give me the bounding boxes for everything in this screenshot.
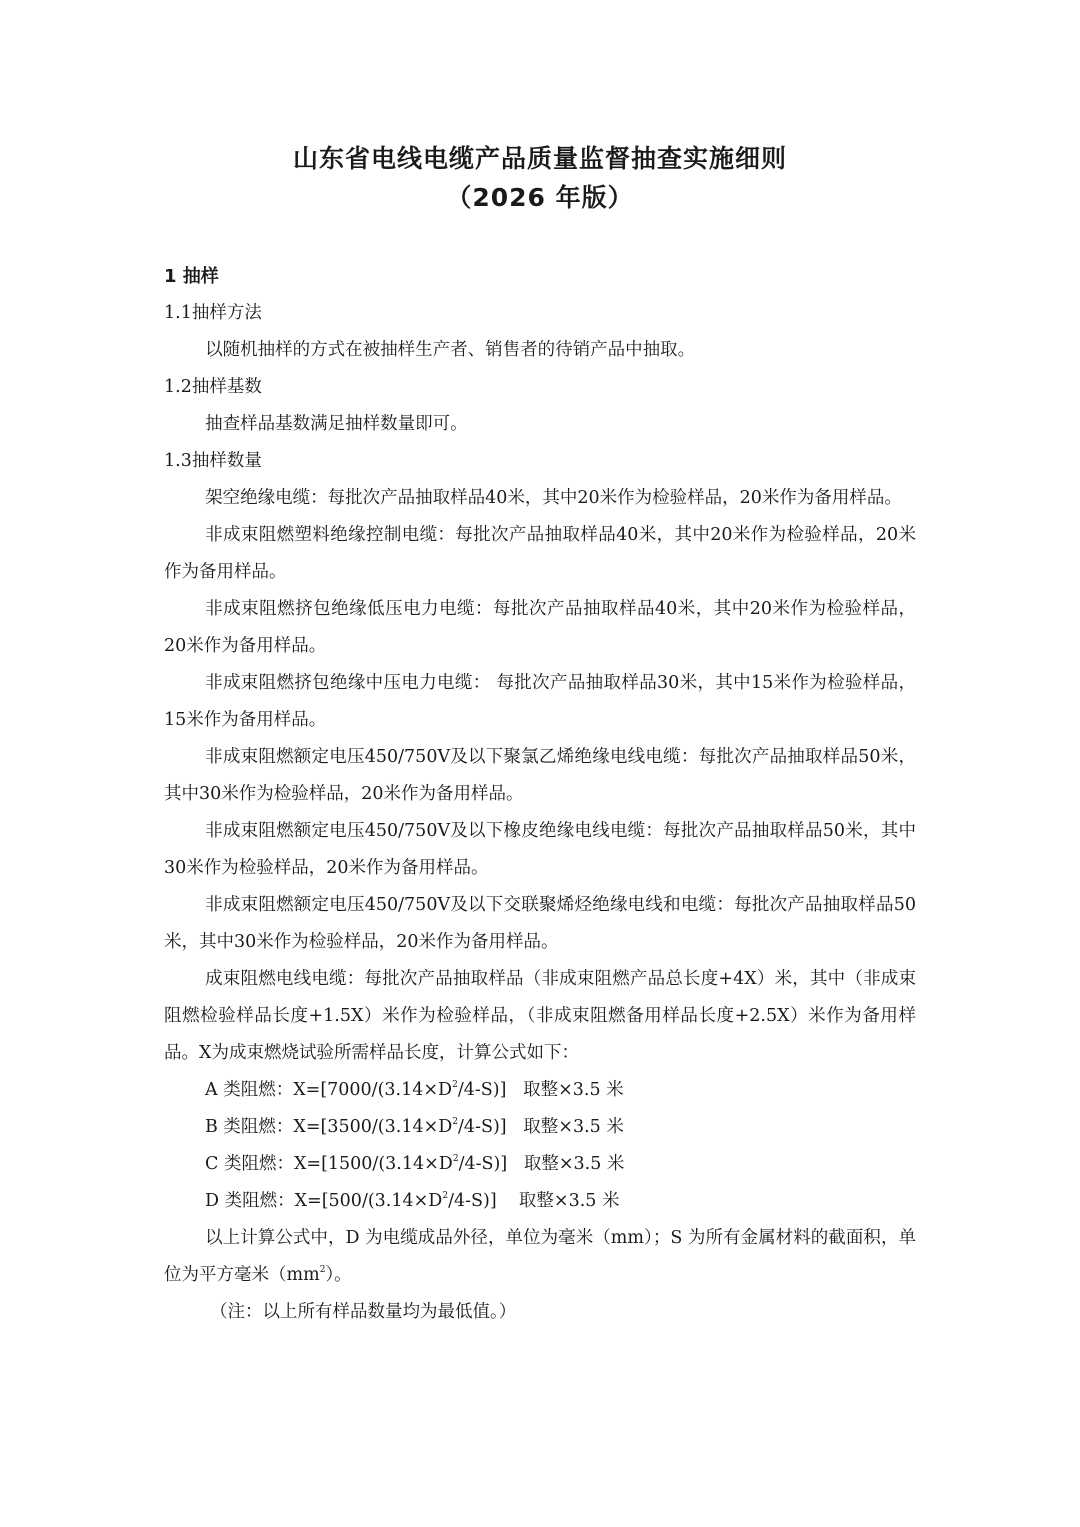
explanation-end: ）。: [325, 1265, 352, 1285]
section-1-1-heading: 1.1抽样方法: [164, 303, 262, 323]
paragraph-low-voltage-cable: 非成束阻燃挤包绝缘低压电力电缆：每批次产品抽取样品40米，其中20米作为检验样品，20米作为备用样品。: [164, 599, 916, 656]
paragraph-control-cable: 非成束阻燃塑料绝缘控制电缆：每批次产品抽取样品40米，其中20米作为检验样品，20米作为备用样品。: [164, 525, 916, 582]
minimum-quantity-note: （注：以上所有样品数量均为最低值。）: [210, 1302, 517, 1322]
formula-class-a: [164, 1072, 916, 1109]
formula-prefix: D 类阻燃：X=[500/(3.14×D: [205, 1191, 443, 1211]
section-1-2-heading: 1.2抽样基数: [164, 377, 262, 397]
section-1-3-heading: 1.3抽样数量: [164, 451, 262, 471]
formula-suffix: /4-S)] 取整×3.5 米: [458, 1154, 625, 1174]
paragraph-bunched-flame-retardant: 成束阻燃电线电缆：每批次产品抽取样品（非成束阻燃产品总长度+4X）米，其中（非成束阻燃检验样品长度+1.5X）米作为检验样品，（非成束阻燃备用样品长度+2.5X）米作为备用样品。X为成束燃烧试验所需样品长度，计算公式如下：: [164, 969, 916, 1063]
formula-class-c: [164, 1146, 916, 1183]
formula-class-b: [164, 1109, 916, 1146]
formula-class-d: [164, 1183, 916, 1220]
formula-superscript: 2: [452, 1080, 458, 1091]
document-edition: （2026 年版）: [446, 183, 634, 212]
formula-superscript: 2: [452, 1154, 459, 1165]
document-title: 山东省电线电缆产品质量监督抽查实施细则: [292, 144, 787, 173]
explanation-text: 以上计算公式中，D 为电缆成品外径，单位为毫米（mm）；S 为所有金属材料的截面积，单位为平方毫米（mm: [164, 1228, 916, 1285]
formula-suffix: /4-S)] 取整×3.5 米: [448, 1191, 620, 1211]
formula-prefix: A 类阻燃：X=[7000/(3.14×D: [205, 1080, 453, 1100]
formula-suffix: /4-S)] 取整×3.5 米: [457, 1080, 624, 1100]
formula-prefix: C 类阻燃：X=[1500/(3.14×D: [205, 1154, 453, 1174]
formula-superscript: 2: [442, 1191, 449, 1202]
section-1-heading: 1 抽样: [164, 266, 219, 287]
document-body: [164, 258, 916, 1331]
section-1-1-text: 以随机抽样的方式在被抽样生产者、销售者的待销产品中抽取。: [205, 340, 696, 360]
explanation-superscript: 2: [319, 1265, 326, 1276]
formula-explanation: [164, 1220, 916, 1294]
paragraph-pvc-wire: 非成束阻燃额定电压450/750V及以下聚氯乙烯绝缘电线电缆：每批次产品抽取样品50米，其中30米作为检验样品，20米作为备用样品。: [164, 747, 916, 804]
paragraph-overhead-cable: 架空绝缘电缆：每批次产品抽取样品40米，其中20米作为检验样品，20米作为备用样品。: [205, 488, 902, 508]
paragraph-rubber-wire: 非成束阻燃额定电压450/750V及以下橡皮绝缘电线电缆：每批次产品抽取样品50米，其中30米作为检验样品，20米作为备用样品。: [164, 821, 916, 878]
paragraph-xlpo-wire: 非成束阻燃额定电压450/750V及以下交联聚烯烃绝缘电线和电缆：每批次产品抽取样品50米，其中30米作为检验样品，20米作为备用样品。: [164, 895, 916, 952]
formula-superscript: 2: [452, 1117, 459, 1128]
formula-prefix: B 类阻燃：X=[3500/(3.14×D: [205, 1117, 453, 1137]
section-1-2-text: 抽查样品基数满足抽样数量即可。: [205, 414, 468, 434]
formula-suffix: /4-S)] 取整×3.5 米: [458, 1117, 624, 1137]
paragraph-medium-voltage-cable: 非成束阻燃挤包绝缘中压电力电缆： 每批次产品抽取样品30米，其中15米作为检验样品，15米作为备用样品。: [164, 673, 916, 730]
